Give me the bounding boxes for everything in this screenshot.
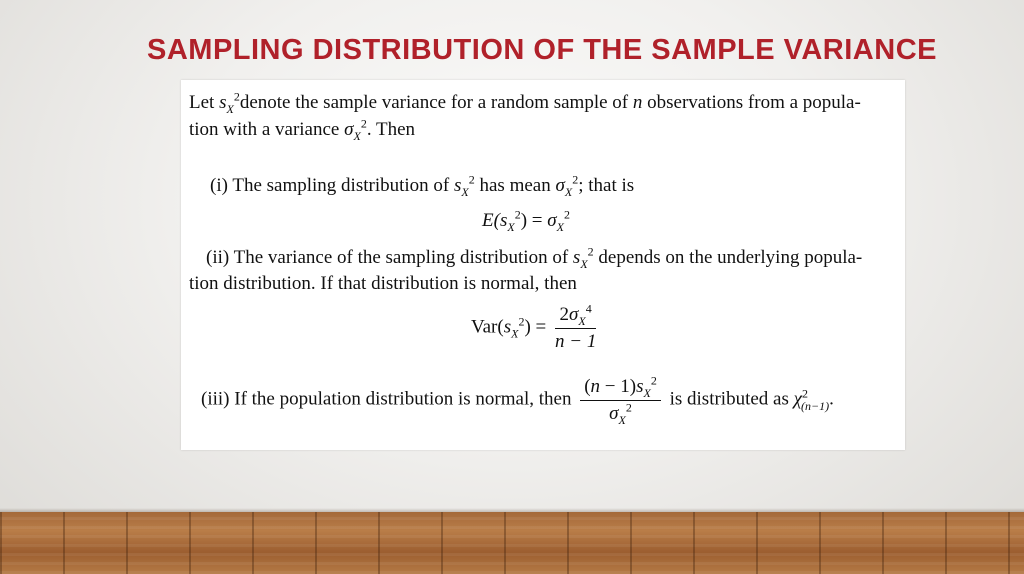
sub-x: X: [461, 184, 469, 199]
frac-denominator: [580, 401, 661, 425]
var-n: n: [632, 92, 643, 113]
text-distributed-as: is distributed as: [664, 388, 794, 410]
sub-x: X: [226, 101, 234, 116]
sub-x: X: [564, 184, 573, 199]
var-s: s: [503, 316, 512, 338]
sup-2: 2: [625, 400, 632, 415]
slide-title: SAMPLING DISTRIBUTION OF THE SAMPLE VARIANCE: [147, 34, 937, 66]
item-1-label: (i): [210, 175, 228, 196]
sub-x: X: [580, 256, 588, 271]
sup-2: 2: [650, 373, 657, 388]
frac-numerator: [555, 301, 596, 329]
sup-2: 2: [514, 207, 521, 222]
var-s: s: [499, 210, 508, 231]
sub-x: X: [353, 128, 361, 143]
sub-x: X: [507, 219, 515, 234]
item-3-label: (iii): [201, 388, 230, 410]
sub-x: X: [618, 412, 626, 427]
fraction-chi: [580, 373, 661, 427]
sub-x: X: [643, 385, 651, 400]
chi-subscript: (n−1): [800, 398, 830, 413]
sup-2: 2: [572, 172, 579, 187]
var-s: s: [454, 175, 462, 196]
frac-numerator: [580, 373, 661, 401]
text-sampling-dist: The sampling distribution of: [227, 175, 454, 196]
var-sigma: σ: [344, 119, 354, 140]
var-sigma: σ: [569, 304, 579, 325]
item-1-line: [210, 172, 635, 199]
coef-2: 2: [559, 304, 570, 325]
eq1-e: E(: [482, 210, 500, 231]
var-sigma: σ: [547, 210, 557, 231]
item-2-line-2: [189, 273, 577, 295]
item-2-line-1: [206, 244, 863, 271]
var-sigma: σ: [555, 175, 565, 196]
sup-4: 4: [585, 301, 592, 316]
equation-var: [471, 301, 600, 353]
var-s: s: [636, 376, 644, 397]
sup-2: 2: [360, 116, 367, 131]
text-that-is: ; that is: [578, 175, 635, 196]
sub-x: X: [511, 326, 519, 341]
sup-2: 2: [233, 89, 240, 104]
var-n: n: [590, 376, 601, 397]
sup-2: 2: [587, 244, 594, 259]
sup-2: 2: [801, 386, 808, 401]
var-s: s: [572, 247, 581, 268]
var-sigma: σ: [609, 402, 619, 424]
text-observations: observations from a popula-: [642, 92, 861, 113]
wood-floor: [0, 512, 1024, 574]
minus-1: − 1): [600, 376, 637, 397]
fraction-var: [555, 301, 597, 353]
text-variance: tion with a variance: [189, 119, 345, 140]
sub-x: X: [556, 219, 564, 234]
item-2-label: (ii): [206, 247, 230, 268]
period: .: [829, 388, 834, 410]
var-chi: χ: [793, 388, 802, 410]
sup-2: 2: [468, 172, 475, 187]
content-panel: [181, 80, 905, 450]
eq1-equals: ) =: [520, 210, 548, 231]
text-has-mean: has mean: [474, 175, 556, 196]
n-minus-1: n − 1: [555, 330, 597, 352]
intro-line-2: [189, 116, 416, 143]
equation-expectation: [482, 207, 570, 234]
intro-line-1: [189, 89, 861, 116]
text-if-normal: If the population distribution is normal, then: [229, 388, 577, 410]
var-s: s: [219, 92, 227, 113]
sub-x: X: [578, 313, 586, 328]
text-denote: denote the sample variance for a random sample of: [239, 92, 633, 113]
frac-denominator: [555, 329, 596, 353]
sup-2: 2: [563, 207, 570, 222]
text-let: Let: [189, 92, 220, 113]
paren-open: (: [584, 376, 591, 397]
sup-2: 2: [518, 314, 525, 329]
text-variance-of: The variance of the sampling distribution of: [229, 247, 573, 268]
item-3-line: [201, 373, 834, 427]
text-depends: depends on the underlying popula-: [593, 247, 863, 268]
eq2-var: Var(: [471, 316, 504, 338]
text-then: . Then: [366, 119, 416, 140]
text-tion-distribution: tion distribution. If that distribution is normal, then: [189, 273, 577, 294]
eq2-equals: ) =: [524, 316, 551, 338]
